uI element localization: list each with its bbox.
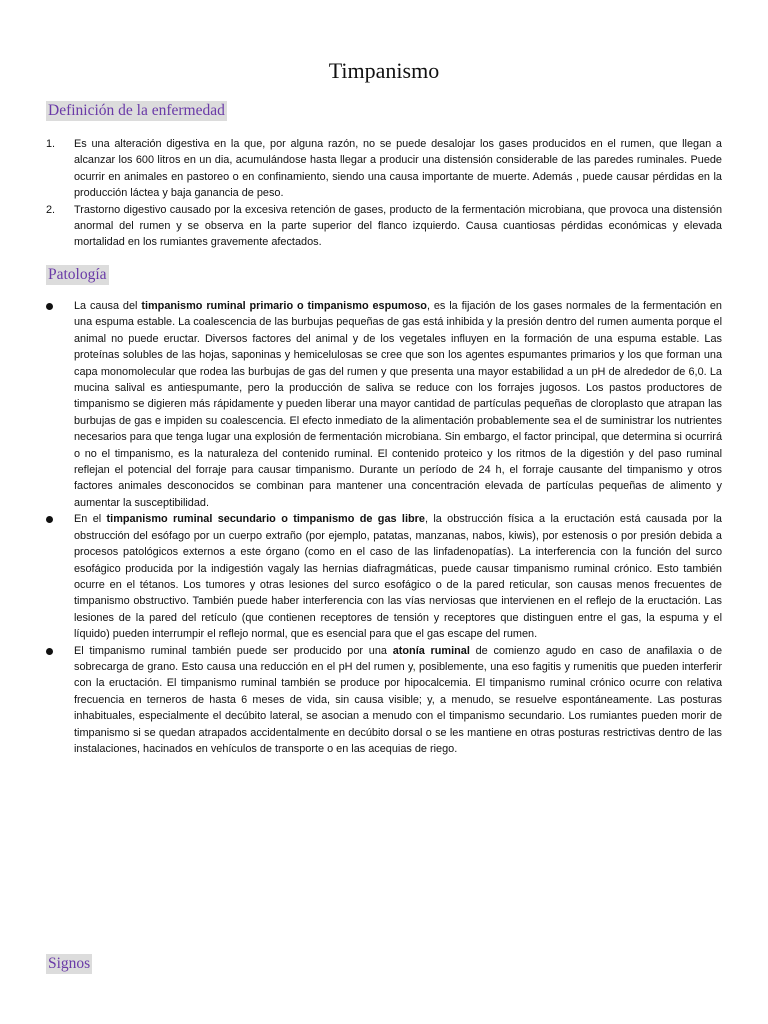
list-number: 1. [46,138,56,150]
list-item-bold: timpanismo ruminal primario o timpanismo espumoso [141,300,427,312]
section-heading-definicion: Definición de la enfermedad [48,102,225,119]
list-item-text: Trastorno digestivo causado por la excesiva retención de gases, producto de la fermentación microbiana, que provoca una distensión anormal del rumen y se observa en la parte superior del flanco izquierdo. Causa cuantiosas pérdidas económicas y elevada mortalidad en los rumiantes gravemente afectados. [74,203,722,249]
list-item-lead: La causa del [74,300,142,312]
list-item-lead: En el [74,513,107,526]
list-item [46,202,722,251]
section-heading-patologia: Patología [48,266,107,283]
list-item [46,298,722,511]
bullet-icon [46,648,53,655]
pathology-list [46,298,722,757]
bullet-icon [46,516,53,523]
document-title: Timpanismo [328,58,440,83]
list-item-text: Es una alteración digestiva en la que, por alguna razón, no se puede desalojar los gases producidos en el rumen, que llegan a alcanzar los 600 litros en un dia, acumulándose hasta llegar a producir una distensión considerable de las paredes ruminales. Puede ocurrir en animales en pastoreo o en confinamiento, siendo una causa importante de muerte. Además , puede causar pérdidas en la producción láctea y baja ganancia de peso. [74,138,722,200]
list-item [46,511,722,642]
list-item-bold: timpanismo ruminal secundario o timpanismo de gas libre [106,513,425,526]
list-item-text: , la obstrucción física a la eructación está causada por la obstrucción del esófago por un cuerpo extraño (por ejemplo, patatas, manzanas, nabos, kiwis), por estenosis o por presión debida a procesos patológicos externos a este órgano (como en el caso de las linfadenopatías). La interferencia con la función del surco esofágico producida por la indigestión vagaly las hernias diafragmáticas, puede causar timpanismo ruminal crónico. Esto también ocurre en el tétanos. Los tumores y otras lesiones del surco esofágico o de la pared reticular, son causas menos frecuentes de timpanismo obstructivo. También puede haber interferencia con las vías nerviosas que intervienen en el reflejo de la eructación. Las lesiones de la pared del retículo (que contienen receptores de tensión y receptores que distinguen entre el gas, la espuma y el líquido) pueden interrumpir el reflejo normal, que es esencial para que el gas escape del rumen. [74,513,722,641]
list-item-text: de comienzo agudo en caso de anafilaxia o de sobrecarga de grano. Esto causa una reducción en el pH del rumen y, posiblemente, una eso fagitis y rumenitis que pueden interferir con la eructación. El timpanismo ruminal también se produce por hipocalcemia. El timpanismo ruminal crónico ocurre con relativa frecuencia en terneros de hasta 6 meses de vida, sin causa visible; y, a menudo, se resuelve espontáneamente. Las posturas inhabituales, especialmente el decúbito lateral, se asocian a menudo con el timpanismo secundario. Los rumiantes pueden morir de timpanismo si se quedan atrapados accidentalmente en decúbito dorsal o se les mantiene en otras posturas restrictivas dentro de las instalaciones, hacinados en vehículos de transporte o en las acequias de riego. [74,644,722,755]
bullet-icon [46,303,53,310]
list-number: 2. [46,203,56,216]
list-item [46,136,722,202]
definition-list [46,136,722,251]
list-item-text: , es la fijación de los gases normales de la fermentación en una espuma estable. La coalescencia de las burbujas pequeñas de gas está inhibida y la presión dentro del rumen aumenta porque el animal no puede eructar. Diversos factores del animal y de los vegetales influyen en la formación de una espuma estable. Las proteínas solubles de las hojas, saponinas y hemicelulosas se cree que son los agentes espumantes primarios y los que forman una capa monomolecular que rodea las burbujas de gas del rumen y que presenta una mayor estabilidad a un pH de alrededor de 6,0. La mucina salival es antiespumante, pero la producción de saliva se reduce con los forrajes jugosos. Los pastos productores de timpanismo se digieren más rápidamente y pueden liberar una mayor cantidad de partículas pequeñas de cloroplasto que atrapan las burbujas de gas e impiden su coalescencia. El efecto inmediato de la alimentación probablemente sea el de suministrar los nutrientes necesarios para que tenga lugar una explosión de fermentación microbiana. Sin embargo, el factor principal, que determina si ocurrirá o no el timpanismo, es la naturaleza del contenido ruminal. El contenido proteico y los ritmos de la digestión y del paso ruminal reflejan el potencial del forraje para causar timpanismo. Durante un período de 24 h, el forraje causante del timpanismo y otros factores animales desconocidos se combinan para mantener una concentración elevada de partículas pequeñas de alimento y aumentar la susceptibilidad. [74,300,722,509]
section-heading-signos: Signos [48,955,91,972]
list-item-lead: El timpanismo ruminal también puede ser producido por una [74,644,393,657]
list-item-bold: atonía ruminal [392,644,470,657]
list-item [46,643,722,758]
